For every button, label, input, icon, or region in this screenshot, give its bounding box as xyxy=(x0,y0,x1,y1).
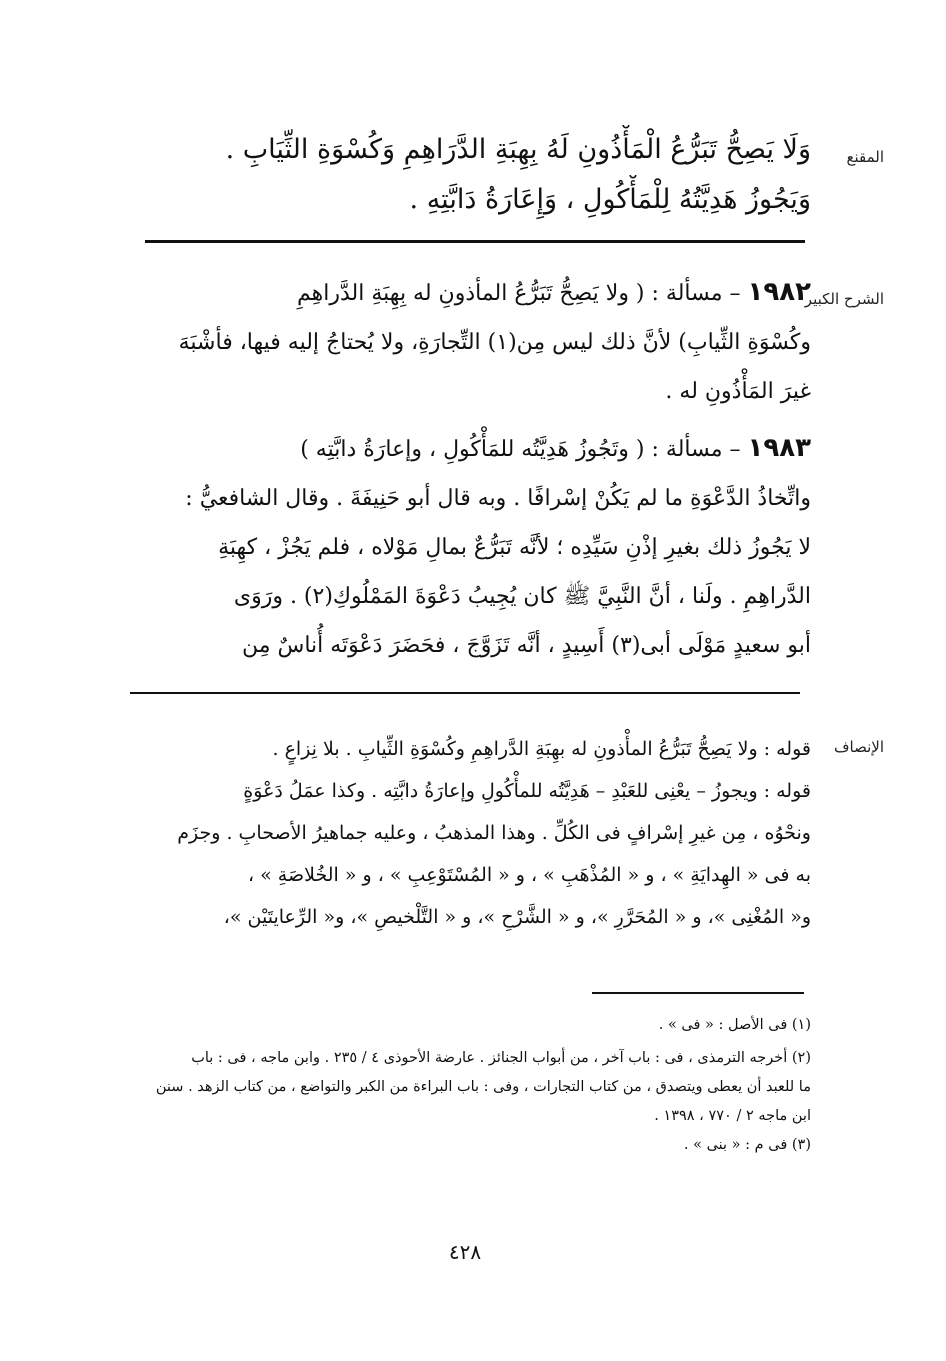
insaf-line-5: و« المُغْنِى »، و « المُحَرَّرِ »، و « الشَّرْحِ »، و « التَّلْخيصِ »، و« الرِّعايتَيْن »، xyxy=(223,906,811,928)
section-divider-1 xyxy=(145,240,805,243)
insaf-text xyxy=(131,728,811,938)
insaf-line-3: ونحْوُه ، مِن غيرِ إسْرافٍ فى الكُلِّ . وهذا المذهبُ ، وعليه جماهيرُ الأصحابِ . وجزَم xyxy=(177,822,811,844)
insaf-line-2: قوله : ويجوزُ – يعْنِى للعَبْدِ – هَدِيَّتُه للمأْكُولِ وإعارَةُ دابَّتِه . وكذا عمَلُ دَعْوَةٍ xyxy=(243,780,811,802)
footnote-2-line-1: (٢) أخرجه الترمذى ، فى : باب آخر ، من أبواب الجنائز . عارضة الأحوذى ٤ / ٢٣٥ . وابن ماجه ، فى : باب xyxy=(191,1050,811,1066)
footnote-1: (١) فى الأصل : « فى » . xyxy=(658,1017,811,1033)
sharh-p2-line-2: واتِّخاذُ الدَّعْوَةِ ما لم يَكُنْ إسْرافًا . وبه قال أبو حَنِيفَةَ . وقال الشافعيُّ : xyxy=(185,486,811,511)
section-label-sharh: الشرح الكبير xyxy=(804,290,884,308)
sharh-p2-line-1 xyxy=(131,424,811,474)
footnotes xyxy=(131,1011,811,1160)
insaf-line-1: قوله : ولا يَصِحُّ تَبَرُّعُ المأْذونِ له بهِبَةِ الدَّراهِمِ وكُسْوَةِ الثِّيابِ . بلا نِزاعٍ . xyxy=(272,738,811,760)
issue-number-1983: ١٩٨٣ xyxy=(747,433,811,463)
footnote-2-line-3: ابن ماجه ٢ / ٧٧٠ ، ١٣٩٨ . xyxy=(654,1108,811,1124)
muqni-line-2: وَيَجُوزُ هَدِيَّتُهُ لِلْمَأْكُولِ ، وَإِعَارَةُ دَابَّتِهِ . xyxy=(409,184,811,215)
sharh-p2-first-text: – مسألة : ( وتَجُوزُ هَدِيَّتُه للمَأْكُولِ ، وإعارَةُ دابَّتِه ) xyxy=(300,437,748,462)
section-label-muqni: المقنع xyxy=(846,148,884,166)
sharh-p1-first-text: – مسألة : ( ولا يَصِحُّ تَبَرُّعُ المأذونِ له بِهِبَةِ الدَّراهِمِ xyxy=(297,281,748,306)
section-divider-2 xyxy=(130,692,800,694)
sharh-p1-line-2: وكُسْوَةِ الثِّيابِ) لأنَّ ذلك ليس مِن(١) التِّجارَةِ، ولا يُحتاجُ إليه فيها، فأشْبَهَ xyxy=(178,330,811,355)
footnote-divider xyxy=(592,992,804,994)
sharh-p1-line-3: غيرَ المَأْذُونِ له . xyxy=(665,379,811,404)
footnote-2-line-2: ما للعبد أن يعطى ويتصدق ، من كتاب التجارات ، وفى : باب البراءة من الكبر والتواضع ، من كتاب الزهد . سنن xyxy=(155,1079,811,1095)
sharh-p2-line-5: أبو سعيدٍ مَوْلَى أبى(٣) أَسِيدٍ ، أنَّه تَزَوَّجَ ، فحَضَرَ دَعْوَتَه أُناسٌ مِن xyxy=(241,633,811,658)
footnote-3: (٣) فى م : « بنى » . xyxy=(683,1137,811,1153)
sharh-text xyxy=(131,268,811,670)
sharh-p2-line-4: الدَّراهِمِ . ولَنا ، أنَّ النَّبِيَّ ﷺ كان يُجِيبُ دَعْوَةَ المَمْلُوكِ(٢) . ورَوَى xyxy=(233,584,811,609)
sharh-p2-line-3: لا يَجُوزُ ذلك بغيرِ إذْنِ سَيِّدِه ؛ لأنَّه تَبَرُّعٌ بمالِ مَوْلاه ، فلم يَجُزْ ، كهِبَةِ xyxy=(218,535,811,560)
issue-number-1982: ١٩٨٢ xyxy=(747,277,811,307)
insaf-line-4: به فى « الهِدايَةِ » ، و « المُذْهَبِ » ، و « المُسْتَوْعِبِ » ، و « الخُلاصَةِ » ، xyxy=(247,864,811,886)
muqni-line-1: وَلَا يَصِحُّ تَبَرُّعُ الْمَأْذُونِ لَهُ بِهِبَةِ الدَّرَاهِمِ وَكُسْوَةِ الثِّيَابِ . xyxy=(225,134,811,165)
sharh-p1-line-1 xyxy=(131,268,811,318)
muqni-text xyxy=(131,125,811,225)
page-number: ٤٢٨ xyxy=(448,1240,482,1264)
section-label-insaf: الإنصاف xyxy=(833,738,884,756)
